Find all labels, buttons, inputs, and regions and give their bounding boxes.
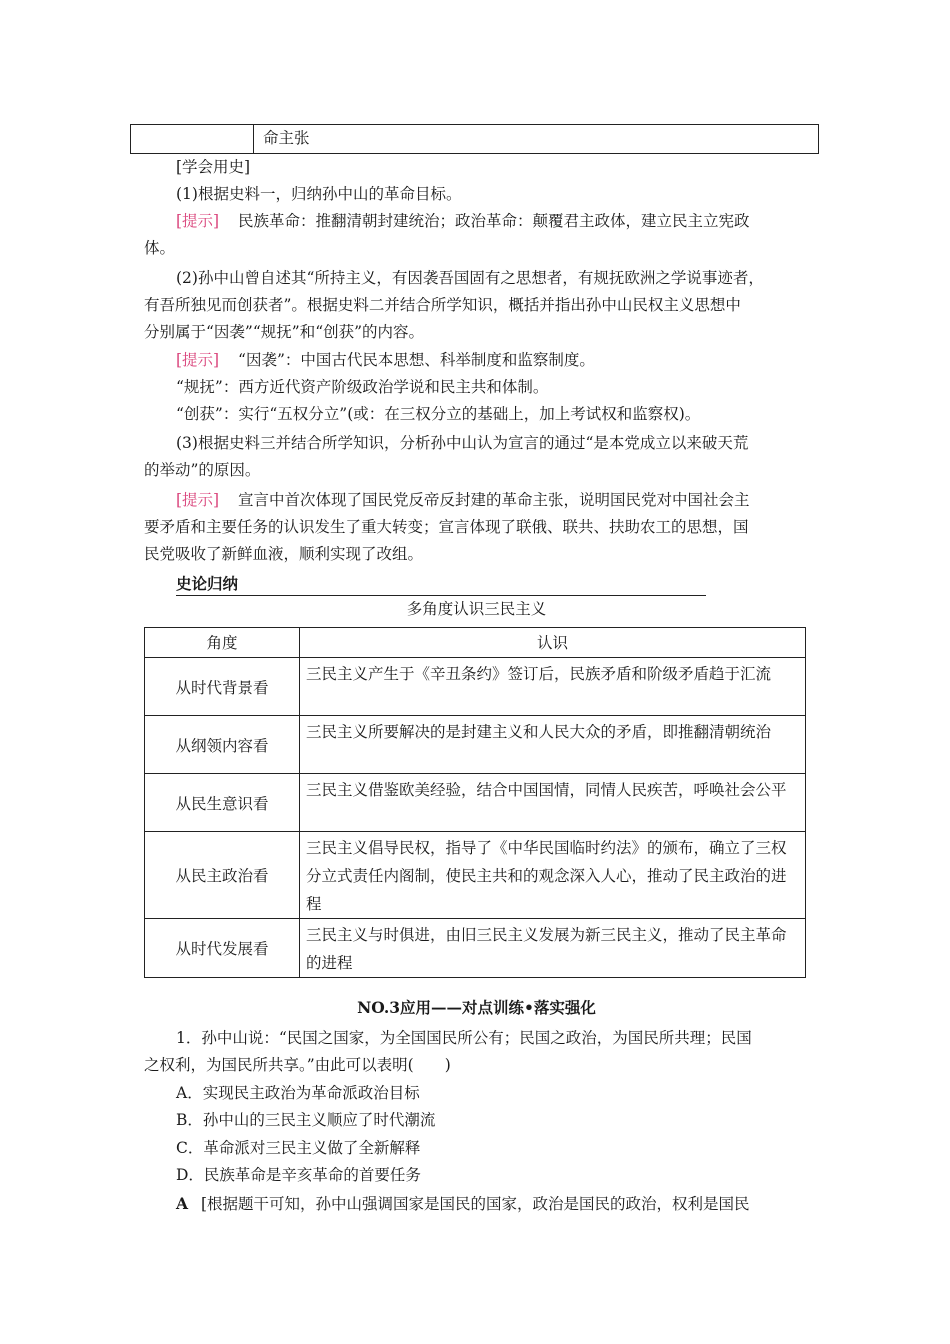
option-b: B．孙中山的三民主义顺应了时代潮流 — [176, 1111, 436, 1129]
question-2-line-1: (2)孙中山曾自述其“所持主义，有因袭吾国固有之思想者，有规抚欧洲之学说事迹者， — [176, 269, 764, 287]
answer-explanation: [根据题干可知，孙中山强调国家是国民的国家，政治是国民的政治，权利是国民 — [200, 1195, 750, 1213]
hint-label: [提示] — [176, 351, 220, 369]
answer-1-line-2: 体。 — [144, 239, 176, 257]
practice-question-line-2: 之权利，为国民所共享。”由此可以表明( ) — [144, 1056, 451, 1074]
question-2-line-2: 有吾所独见而创获者”。根据史料二并结合所学知识，概括并指出孙中山民权主义思想中 — [144, 296, 741, 314]
table-header-row — [145, 628, 806, 658]
table-row — [145, 832, 806, 919]
hint-label: [提示] — [176, 491, 220, 509]
view-cell: 三民主义所要解决的是封建主义和人民大众的矛盾，即推翻清朝统治 — [300, 716, 806, 774]
option-a: A．实现民主政治为革命派政治目标 — [176, 1084, 420, 1102]
hint-label: [提示] — [176, 212, 220, 230]
angle-cell: 从民主政治看 — [145, 832, 300, 919]
answer-1-line-1 — [176, 211, 841, 231]
option-d: D．民族革命是辛亥革命的首要任务 — [176, 1166, 421, 1184]
table-cell: 命主张 — [263, 129, 310, 147]
practice-question-line-1: 1．孙中山说：“民国之国家，为全国国民所公有；民国之政治，为国民所共理；民国 — [176, 1029, 752, 1047]
view-cell: 三民主义借鉴欧美经验，结合中国国情，同情人民疾苦，呼唤社会公平 — [300, 774, 806, 832]
table-row — [145, 919, 806, 978]
question-2-line-3: 分别属于“因袭”“规抚”和“创获”的内容。 — [144, 323, 425, 341]
angle-cell: 从纲领内容看 — [145, 716, 300, 774]
summary-heading: 史论归纳 — [176, 574, 706, 596]
answer-3-text: 宣言中首次体现了国民党反帝反封建的革命主张，说明国民党对中国社会主 — [238, 491, 750, 509]
angle-cell: 从民生意识看 — [145, 774, 300, 832]
answer-3-line-1 — [176, 490, 841, 510]
practice-heading: NO.3应用——对点训练•落实强化 — [357, 998, 596, 1017]
question-1: (1)根据史料一，归纳孙中山的革命目标。 — [176, 185, 462, 203]
view-cell: 三民主义产生于《辛丑条约》签订后，民族矛盾和阶级矛盾趋于汇流 — [300, 658, 806, 716]
answer-2-line-3: “创获”：实行“五权分立”(或：在三权分立的基础上，加上考试权和监察权)。 — [176, 405, 701, 423]
view-cell: 三民主义倡导民权，指导了《中华民国临时约法》的颁布，确立了三权分立式责任内阁制，使民主共和的观念深入人心，推动了民主政治的进程 — [300, 832, 806, 919]
answer-letter: A — [176, 1194, 189, 1213]
table-divider — [253, 125, 254, 153]
table-title: 多角度认识三民主义 — [406, 600, 547, 618]
angle-cell: 从时代发展看 — [145, 919, 300, 978]
angle-cell: 从时代背景看 — [145, 658, 300, 716]
question-3-line-2: 的举动”的原因。 — [144, 461, 261, 479]
three-principles-table — [144, 627, 806, 978]
continued-table-fragment — [130, 124, 819, 154]
table-row — [145, 716, 806, 774]
answer-2-line-2: “规抚”：西方近代资产阶级政治学说和民主共和体制。 — [176, 378, 549, 396]
table-row — [145, 658, 806, 716]
answer-line — [176, 1194, 841, 1214]
header-view: 认识 — [300, 628, 806, 658]
answer-2-line-1 — [176, 350, 841, 370]
answer-3-line-2: 要矛盾和主要任务的认识发生了重大转变；宣言体现了联俄、联共、扶助农工的思想，国 — [144, 518, 749, 536]
header-angle: 角度 — [145, 628, 300, 658]
view-cell: 三民主义与时俱进，由旧三民主义发展为新三民主义，推动了民主革命的进程 — [300, 919, 806, 978]
answer-1-text: 民族革命：推翻清朝封建统治；政治革命：颠覆君主政体，建立民主立宪政 — [238, 212, 750, 230]
question-3-line-1: (3)根据史料三并结合所学知识，分析孙中山认为宣言的通过“是本党成立以来破天荒 — [176, 434, 749, 452]
table-row — [145, 774, 806, 832]
option-c: C．革命派对三民主义做了全新解释 — [176, 1139, 421, 1157]
learn-heading: [学会用史] — [176, 158, 251, 176]
answer-3-line-3: 民党吸收了新鲜血液，顺利实现了改组。 — [144, 545, 424, 563]
answer-2-text: “因袭”：中国古代民本思想、科举制度和监察制度。 — [238, 351, 595, 369]
